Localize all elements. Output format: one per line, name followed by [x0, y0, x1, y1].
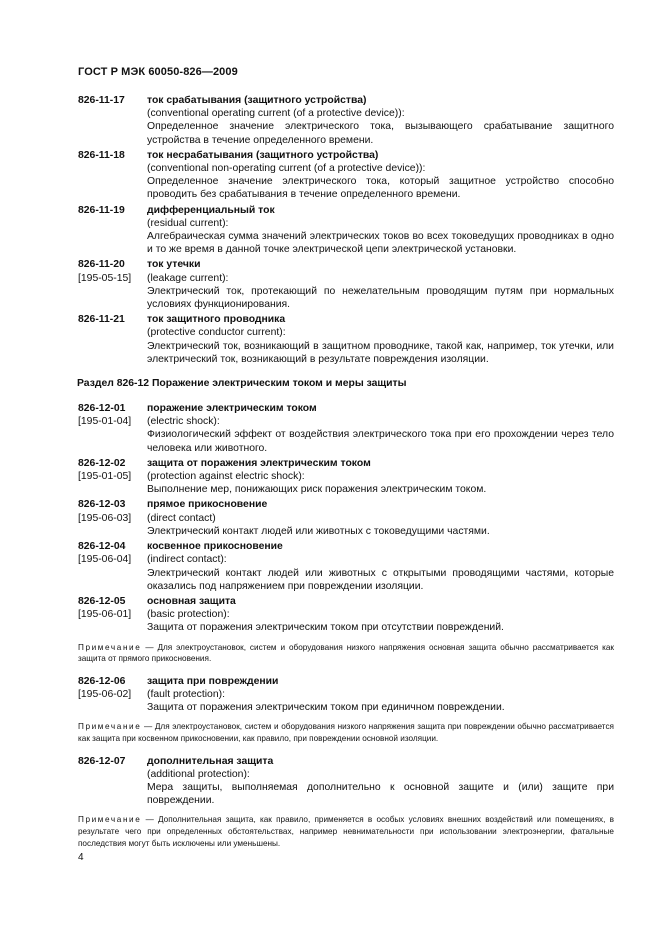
term-definition: Физиологический эффект от воздействия электрического тока при его прохождении через тело человека или животного. [147, 429, 614, 454]
term-code: 826-12-02 [78, 457, 126, 469]
term-definition: Электрический ток, протекающий по нежелательным проводящим путям при нормальных условиях функционирования. [147, 285, 614, 311]
term-title: ток несрабатывания (защитного устройства) [147, 149, 379, 161]
term-english: (leakage current): [147, 272, 229, 284]
term-ref: [195-01-04] [78, 416, 132, 428]
term-definition: Защита от поражения электрическим током при отсутствии повреждений. [147, 622, 504, 634]
term-definition: Определенное значение электрического тока, который защитное устройство способно проводить без срабатывания в течение определенного времени. [147, 176, 614, 201]
term-code: 826-11-18 [78, 149, 125, 161]
term-title: поражение электрическим током [147, 403, 317, 415]
term-definition: Электрический контакт людей или животных с токоведущими частями. [147, 525, 490, 537]
note-label: Примечание [78, 815, 142, 825]
term-english: (fault protection): [147, 688, 225, 700]
note [78, 721, 614, 744]
term-entry [78, 94, 614, 147]
note-text: — Для электроустановок, систем и оборудования низкого напряжения основная защита обычно рассматривается как защита от прямого прикосновения. [78, 642, 614, 664]
term-entry [78, 540, 614, 593]
page-number: 4 [78, 852, 84, 863]
term-english: (conventional operating current (of a protective device)): [147, 108, 405, 120]
term-english: (residual current): [147, 217, 229, 229]
note [78, 642, 614, 665]
term-title: ток утечки [147, 259, 201, 271]
section-title: Раздел 826-12 Поражение электрическим током и меры защиты [77, 378, 407, 390]
term-title: косвенное прикосновение [147, 541, 283, 553]
term-code: 826-12-06 [78, 675, 126, 687]
term-entry [78, 595, 614, 635]
term-title: прямое прикосновение [147, 499, 268, 511]
terms-group-b [78, 402, 614, 634]
note-label: Примечание [78, 642, 142, 652]
term-ref: [195-01-05] [78, 471, 132, 483]
term-entry [78, 149, 614, 202]
term-definition: Электрический ток, возникающий в защитном проводнике, такой как, например, ток утечки, или электрический ток, возникающий в результате повреждения изоляции. [147, 340, 614, 365]
term-ref: [195-06-02] [78, 688, 132, 700]
term-code: 826-12-04 [78, 541, 126, 553]
term-entry [78, 675, 614, 715]
note-text: — Для электроустановок, систем и оборудования низкого напряжения защита при повреждении обычно рассматривается как защита при косвенном прикосновении, как правило, при повреждении основной изоляции. [78, 722, 614, 743]
term-entry [78, 498, 614, 538]
term-code: 826-11-20 [78, 259, 125, 271]
term-code: 826-11-17 [78, 95, 125, 106]
term-definition: Электрический контакт людей или животных с открытыми проводящими частями, которые оказались под напряжением при повреждении изоляции. [147, 567, 614, 592]
term-entry [78, 457, 614, 497]
term-entry [78, 402, 614, 455]
term-ref: [195-06-04] [78, 554, 132, 566]
terms-group-a [78, 94, 614, 366]
term-english: (protection against electric shock): [147, 471, 305, 483]
term-definition: Определенное значение электрического тока, вызывающего срабатывание защитного устройства в течение определенного времени. [147, 121, 614, 146]
term-english: (direct contact) [147, 512, 216, 524]
term-entry [78, 755, 614, 808]
term-entry [78, 313, 614, 366]
term-code: 826-12-01 [78, 403, 126, 415]
term-english: (protective conductor current): [147, 327, 286, 339]
term-code: 826-12-03 [78, 499, 126, 511]
term-code: 826-12-05 [78, 595, 126, 607]
term-english: (indirect contact): [147, 554, 227, 566]
term-definition: Мера защиты, выполняемая дополнительно к основной защите и (или) защите при повреждении. [147, 781, 614, 807]
term-ref: [195-05-15] [78, 272, 132, 284]
term-code: 826-11-19 [78, 204, 125, 216]
term-title: дифференциальный ток [147, 204, 275, 216]
term-english: (basic protection): [147, 609, 230, 621]
term-english: (conventional non-operating current (of a protective device)): [147, 163, 426, 175]
term-title: ток срабатывания (защитного устройства) [147, 95, 367, 106]
term-definition: Выполнение мер, понижающих риск поражения электрическим током. [147, 484, 487, 496]
term-title: защита от поражения электрическим током [147, 457, 371, 469]
term-title: защита при повреждении [147, 675, 279, 687]
term-code: 826-11-21 [78, 314, 125, 326]
term-english: (additional protection): [147, 768, 250, 780]
term-ref: [195-06-01] [78, 609, 132, 621]
note-label: Примечание [78, 722, 142, 732]
term-code: 826-12-07 [78, 755, 126, 767]
document-body [78, 94, 614, 859]
term-ref: [195-06-03] [78, 512, 132, 524]
term-english: (electric shock): [147, 416, 220, 428]
term-entry [78, 258, 614, 311]
term-title: дополнительная защита [147, 755, 274, 767]
term-definition: Защита от поражения электрическим током при единичном повреждении. [147, 702, 505, 714]
note-text: — Дополнительная защита, как правило, применяется в особых условиях внешних воздействий или помещениях, в результате чего при определенных обстоятельствах, например невнимательности при использовании электроэнергии, фатальные последствия могут быть исключены или уменьшены. [78, 815, 614, 848]
term-entry [78, 204, 614, 257]
term-title: основная защита [147, 595, 236, 607]
note [78, 814, 614, 849]
term-definition: Алгебраическая сумма значений электрических токов во всех токоведущих проводниках в одно и то же время в данной точке электрической цепи электрической установки. [147, 231, 614, 256]
term-title: ток защитного проводника [147, 314, 286, 326]
document-header: ГОСТ Р МЭК 60050-826—2009 [78, 66, 238, 78]
